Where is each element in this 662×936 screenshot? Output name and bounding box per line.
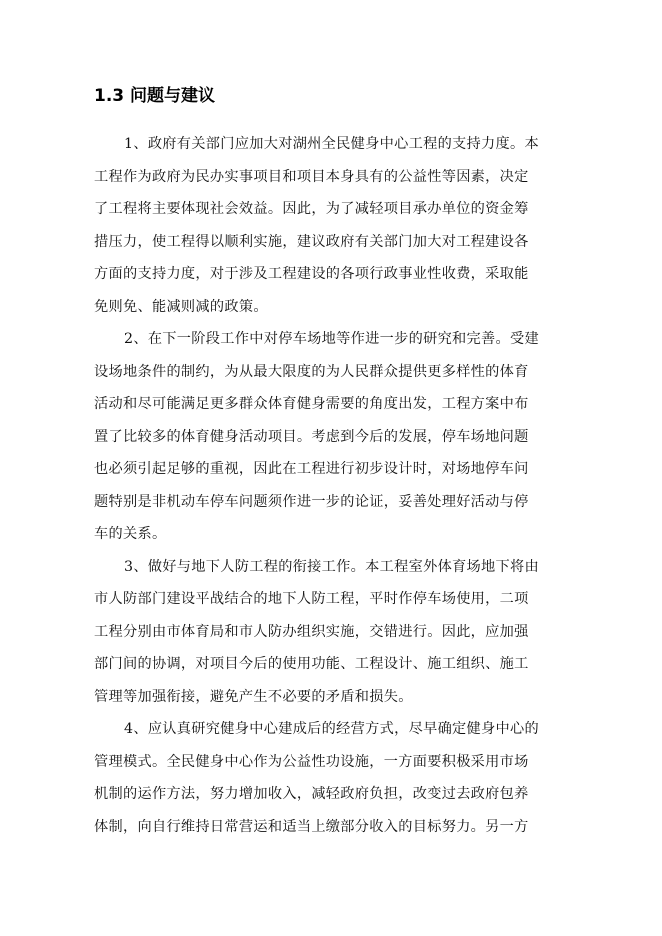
paragraph-1 [94, 128, 574, 323]
paragraph-3 [94, 551, 574, 714]
paragraph-line: 市人防部门建设平战结合的地下人防工程，平时作停车场使用，二项 [94, 591, 529, 607]
body-text [94, 128, 574, 843]
paragraph-line: 工程分别由市体育局和市人防办组织实施，交错进行。因此，应加强 [94, 623, 529, 640]
paragraph-line: 4、应认真研究健身中心建成后的经营方式，尽早确定健身中心的 [124, 721, 539, 737]
paragraph-line: 3、做好与地下人防工程的衔接工作。本工程室外体育场地下将由 [124, 558, 539, 575]
paragraph-line: 体制，向自行维持日常营运和适当上缴部分收入的目标努力。另一方 [94, 818, 529, 835]
paragraph-line: 置了比较多的体育健身活动项目。考虑到今后的发展，停车场地问题 [94, 428, 529, 445]
paragraph-line: 2、在下一阶段工作中对停车场地等作进一步的研究和完善。受建 [124, 331, 539, 347]
paragraph-line: 也必须引起足够的重视，因此在工程进行初步设计时，对场地停车问 [94, 461, 529, 477]
paragraph-line: 1、政府有关部门应加大对湖州全民健身中心工程的支持力度。本 [124, 136, 539, 152]
paragraph-line: 机制的运作方法，努力增加收入，减轻政府负担，改变过去政府包养 [94, 786, 529, 802]
paragraph-line: 设场地条件的制约，为从最大限度的为人民群众提供更多样性的体育 [94, 363, 529, 380]
paragraph-2 [94, 323, 574, 551]
paragraph-line: 管理模式。全民健身中心作为公益性功设施，一方面要积极采用市场 [94, 753, 529, 770]
paragraph-line: 部门间的协调，对项目今后的使用功能、工程设计、施工组织、施工 [94, 656, 529, 672]
paragraph-line: 方面的支持力度，对于涉及工程建设的各项行政事业性收费，采取能 [94, 266, 529, 282]
paragraph-line: 管理等加强衔接，避免产生不必要的矛盾和损失。 [94, 688, 413, 705]
paragraph-line: 工程作为政府为民办实事项目和项目本身具有的公益性等因素，决定 [94, 168, 529, 185]
paragraph-4 [94, 713, 574, 843]
section-heading: 1.3 问题与建议 [94, 86, 216, 106]
paragraph-line: 车的关系。 [94, 526, 167, 542]
paragraph-line: 措压力，使工程得以顺利实施，建议政府有关部门加大对工程建设各 [94, 233, 529, 250]
paragraph-line: 了工程将主要体现社会效益。因此，为了减轻项目承办单位的资金筹 [94, 201, 529, 217]
paragraph-line: 活动和尽可能满足更多群众体育健身需要的角度出发，工程方案中布 [94, 396, 529, 412]
paragraph-line: 题特别是非机动车停车问题须作进一步的论证，妥善处理好活动与停 [94, 493, 529, 510]
paragraph-line: 免则免、能减则减的政策。 [94, 298, 268, 315]
